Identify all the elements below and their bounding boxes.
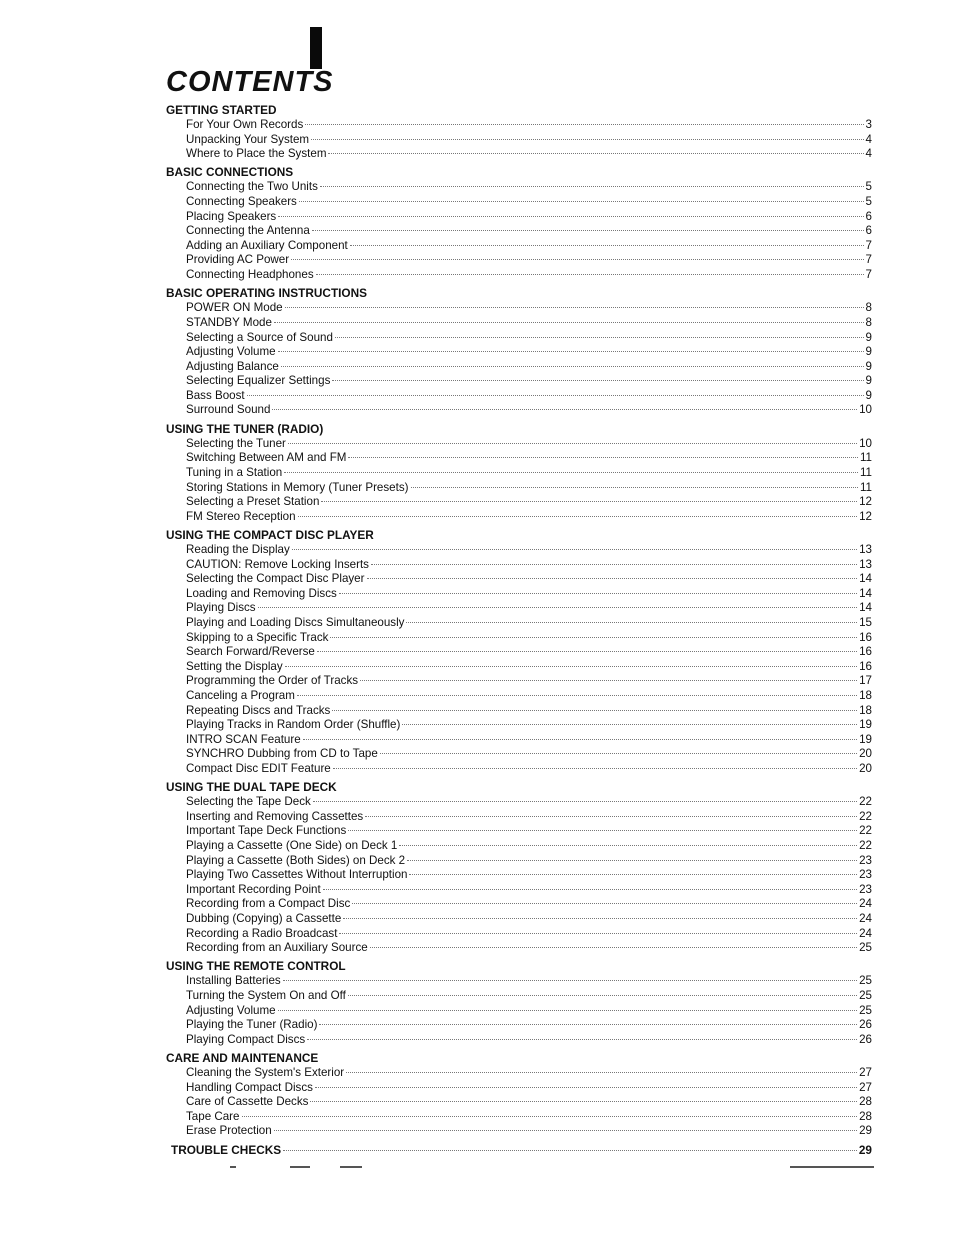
entry-page-number: 9 xyxy=(865,330,872,344)
entry-label: STANDBY Mode xyxy=(186,315,272,329)
entry-label: Tuning in a Station xyxy=(186,465,283,479)
section-title: BASIC CONNECTIONS xyxy=(166,165,294,180)
entry-page-number: 8 xyxy=(865,301,872,315)
dot-leader xyxy=(242,1116,858,1117)
toc-entry xyxy=(166,733,872,748)
entry-page-number: 16 xyxy=(859,645,872,659)
dot-leader xyxy=(258,607,858,608)
dot-leader xyxy=(292,549,857,550)
entry-label: Playing a Cassette (Both Sides) on Deck 2 xyxy=(186,853,406,867)
entry-label: TROUBLE CHECKS xyxy=(171,1142,282,1157)
dot-leader xyxy=(299,201,864,202)
toc-entry xyxy=(166,495,872,510)
entry-label: Adding an Auxiliary Component xyxy=(186,238,348,252)
toc-section xyxy=(166,528,872,777)
toc-entry xyxy=(166,1081,872,1096)
entry-label: Selecting the Compact Disc Player xyxy=(186,572,365,586)
dot-leader xyxy=(407,860,857,861)
toc-entry xyxy=(166,374,872,389)
toc-entry xyxy=(166,868,872,883)
entry-page-number: 25 xyxy=(859,1003,872,1017)
toc-entry xyxy=(166,239,872,254)
entry-page-number: 11 xyxy=(859,465,872,479)
dot-leader xyxy=(350,245,864,246)
table-of-contents xyxy=(166,103,872,1158)
dot-leader xyxy=(365,816,857,817)
dot-leader xyxy=(274,322,864,323)
entry-label: Important Tape Deck Functions xyxy=(186,824,347,838)
entry-page-number: 24 xyxy=(859,897,872,911)
entry-page-number: 6 xyxy=(865,224,872,238)
entry-label: Storing Stations in Memory (Tuner Presets) xyxy=(186,480,409,494)
toc-entry xyxy=(166,601,872,616)
entry-label: Bass Boost xyxy=(186,388,245,402)
entry-label: INTRO SCAN Feature xyxy=(186,732,301,746)
entry-label: Setting the Display xyxy=(186,659,283,673)
dot-leader xyxy=(399,845,857,846)
toc-section xyxy=(166,959,872,1047)
entry-page-number: 19 xyxy=(859,718,872,732)
toc-entry xyxy=(166,854,872,869)
entry-page-number: 4 xyxy=(865,132,872,146)
dot-leader xyxy=(360,680,857,681)
entry-page-number: 20 xyxy=(859,761,872,775)
entry-page-number: 9 xyxy=(865,388,872,402)
entry-label: For Your Own Records xyxy=(186,118,304,131)
dot-leader xyxy=(285,307,864,308)
toc-entry xyxy=(166,912,872,927)
toc-entry xyxy=(166,762,872,777)
entry-label: Recording a Radio Broadcast xyxy=(186,926,338,940)
toc-entry xyxy=(166,180,872,195)
dot-leader xyxy=(278,216,863,217)
dot-leader xyxy=(274,1130,857,1131)
entry-label: Unpacking Your System xyxy=(186,132,310,146)
entry-page-number: 25 xyxy=(859,974,872,988)
toc-section xyxy=(166,780,872,956)
dot-leader xyxy=(283,1150,857,1151)
toc-entry xyxy=(166,345,872,360)
toc-entry xyxy=(166,210,872,225)
dot-leader xyxy=(371,564,857,565)
dot-leader xyxy=(291,259,863,260)
entry-label: Connecting the Two Units xyxy=(186,180,318,194)
entry-label: Selecting the Tuner xyxy=(186,436,286,450)
dot-leader xyxy=(332,710,857,711)
dot-leader xyxy=(352,903,857,904)
toc-entry xyxy=(166,941,872,956)
dot-leader xyxy=(346,1072,857,1073)
section-title: GETTING STARTED xyxy=(166,103,277,117)
entry-page-number: 25 xyxy=(859,941,872,955)
entry-page-number: 14 xyxy=(859,601,872,615)
toc-entry xyxy=(166,389,872,404)
entry-label: Turning the System On and Off xyxy=(186,989,346,1002)
dot-leader xyxy=(332,380,863,381)
entry-page-number: 7 xyxy=(865,268,872,282)
toc-entry xyxy=(166,451,872,466)
dot-leader xyxy=(288,443,857,444)
dot-leader xyxy=(319,1024,857,1025)
section-title: USING THE TUNER (RADIO) xyxy=(166,421,324,436)
toc-entry xyxy=(166,974,872,989)
dot-leader xyxy=(380,753,857,754)
section-title: USING THE DUAL TAPE DECK xyxy=(166,780,337,795)
dot-leader xyxy=(370,947,857,948)
entry-label: Adjusting Volume xyxy=(186,345,276,359)
toc-entry xyxy=(166,466,872,481)
toc-entry-trouble-checks xyxy=(166,1143,872,1158)
entry-label: Recording from an Auxiliary Source xyxy=(186,941,368,955)
entry-label: Adjusting Volume xyxy=(186,1003,276,1017)
toc-entry xyxy=(166,645,872,660)
toc-entry xyxy=(166,543,872,558)
toc-entry xyxy=(166,674,872,689)
dot-leader xyxy=(283,980,857,981)
entry-label: Dubbing (Copying) a Cassette xyxy=(186,911,342,925)
toc-entry xyxy=(166,195,872,210)
toc-entry xyxy=(166,1018,872,1033)
entry-page-number: 26 xyxy=(859,1018,872,1032)
entry-label: Programming the Order of Tracks xyxy=(186,674,359,688)
entry-label: Placing Speakers xyxy=(186,209,277,223)
entry-label: Playing Two Cassettes Without Interruption xyxy=(186,868,408,882)
entry-page-number: 3 xyxy=(865,118,872,131)
entry-label: Installing Batteries xyxy=(186,974,281,988)
dot-leader xyxy=(284,472,858,473)
dot-leader xyxy=(339,593,857,594)
toc-entry xyxy=(166,510,872,525)
toc-section xyxy=(166,286,872,418)
entry-label: Playing and Loading Discs Simultaneously xyxy=(186,615,405,629)
entry-page-number: 8 xyxy=(865,315,872,329)
section-title: USING THE REMOTE CONTROL xyxy=(166,959,346,974)
section-title: USING THE COMPACT DISC PLAYER xyxy=(166,528,374,542)
entry-label: Connecting the Antenna xyxy=(186,224,310,238)
dot-leader xyxy=(316,274,864,275)
toc-entry xyxy=(166,558,872,573)
toc-section xyxy=(166,422,872,525)
entry-page-number: 12 xyxy=(859,495,872,509)
entry-page-number: 27 xyxy=(859,1066,872,1080)
dot-leader xyxy=(317,651,857,652)
entry-page-number: 9 xyxy=(865,345,872,359)
toc-entry xyxy=(166,360,872,375)
dot-leader xyxy=(333,768,857,769)
entry-page-number: 22 xyxy=(859,824,872,838)
toc-entry xyxy=(166,810,872,825)
toc-entry xyxy=(166,927,872,942)
toc-entry xyxy=(166,437,872,452)
entry-page-number: 22 xyxy=(859,838,872,852)
dot-leader xyxy=(307,1039,857,1040)
toc-entry xyxy=(166,704,872,719)
toc-entry xyxy=(166,689,872,704)
entry-label: Skipping to a Specific Track xyxy=(186,630,329,644)
entry-page-number: 22 xyxy=(859,809,872,823)
entry-page-number: 18 xyxy=(859,703,872,717)
entry-page-number: 25 xyxy=(859,989,872,1002)
entry-page-number: 15 xyxy=(859,615,872,629)
entry-page-number: 5 xyxy=(865,195,872,209)
section-title: BASIC OPERATING INSTRUCTIONS xyxy=(166,286,367,301)
entry-page-number: 24 xyxy=(859,911,872,925)
toc-entry xyxy=(166,718,872,733)
dot-leader xyxy=(348,995,857,996)
entry-page-number: 26 xyxy=(859,1032,872,1046)
entry-page-number: 10 xyxy=(859,436,872,450)
dot-leader xyxy=(313,801,857,802)
entry-label: CAUTION: Remove Locking Inserts xyxy=(186,557,369,571)
entry-label: Repeating Discs and Tracks xyxy=(186,703,331,717)
toc-entry xyxy=(166,839,872,854)
entry-page-number: 16 xyxy=(859,630,872,644)
toc-entry xyxy=(166,481,872,496)
toc-entry xyxy=(166,989,872,1004)
entry-label: Surround Sound xyxy=(186,403,271,417)
entry-label: SYNCHRO Dubbing from CD to Tape xyxy=(186,747,378,761)
entry-label: Important Recording Point xyxy=(186,882,321,896)
entry-label: POWER ON Mode xyxy=(186,301,283,315)
toc-entry xyxy=(166,1095,872,1110)
entry-page-number: 9 xyxy=(865,359,872,373)
dot-leader xyxy=(321,501,857,502)
toc-entry xyxy=(166,133,872,148)
entry-page-number: 18 xyxy=(859,688,872,702)
toc-entry xyxy=(166,301,872,316)
entry-page-number: 27 xyxy=(859,1080,872,1094)
entry-page-number: 9 xyxy=(865,374,872,388)
entry-label: Care of Cassette Decks xyxy=(186,1095,309,1109)
dot-leader xyxy=(315,1087,857,1088)
section-title: CARE AND MAINTENANCE xyxy=(166,1051,319,1066)
toc-entry xyxy=(166,883,872,898)
entry-page-number: 16 xyxy=(859,659,872,673)
header-bar xyxy=(310,27,322,69)
toc-entry xyxy=(166,1004,872,1019)
entry-page-number: 5 xyxy=(865,180,872,194)
entry-page-number: 24 xyxy=(859,926,872,940)
dot-leader xyxy=(310,1101,857,1102)
toc-section xyxy=(166,103,872,162)
entry-label: Loading and Removing Discs xyxy=(186,586,337,600)
toc-entry xyxy=(166,224,872,239)
toc-entry xyxy=(166,897,872,912)
dot-leader xyxy=(339,933,857,934)
entry-page-number: 11 xyxy=(859,480,872,494)
entry-page-number: 23 xyxy=(859,853,872,867)
dot-leader xyxy=(312,230,864,231)
entry-page-number: 12 xyxy=(859,509,872,523)
dot-leader xyxy=(409,874,857,875)
dot-leader xyxy=(320,186,864,187)
entry-page-number: 14 xyxy=(859,586,872,600)
dot-leader xyxy=(367,578,858,579)
entry-label: Selecting a Source of Sound xyxy=(186,330,333,344)
footer-marks xyxy=(0,1166,954,1170)
toc-entry xyxy=(166,660,872,675)
entry-page-number: 23 xyxy=(859,882,872,896)
dot-leader xyxy=(272,409,857,410)
entry-label: Selecting the Tape Deck xyxy=(186,795,311,809)
dot-leader xyxy=(305,124,863,125)
dot-leader xyxy=(411,487,858,488)
toc-entry xyxy=(166,268,872,283)
entry-page-number: 23 xyxy=(859,868,872,882)
dot-leader xyxy=(330,637,857,638)
dot-leader xyxy=(343,918,857,919)
entry-label: Inserting and Removing Cassettes xyxy=(186,809,364,823)
entry-label: Canceling a Program xyxy=(186,688,295,702)
entry-page-number: 4 xyxy=(865,147,872,161)
toc-entry xyxy=(166,631,872,646)
entry-page-number: 29 xyxy=(859,1124,872,1138)
entry-label: Handling Compact Discs xyxy=(186,1080,313,1094)
dot-leader xyxy=(348,457,857,458)
entry-page-number: 7 xyxy=(865,238,872,252)
dot-leader xyxy=(311,139,863,140)
entry-page-number: 13 xyxy=(859,557,872,571)
dot-leader xyxy=(406,622,857,623)
entry-label: Adjusting Balance xyxy=(186,359,279,373)
entry-label: Providing AC Power xyxy=(186,253,290,267)
toc-entry xyxy=(166,1110,872,1125)
entry-page-number: 20 xyxy=(859,747,872,761)
toc-entry xyxy=(166,1033,872,1048)
entry-label: Erase Protection xyxy=(186,1124,272,1138)
entry-label: Tape Care xyxy=(186,1109,240,1123)
entry-label: Selecting Equalizer Settings xyxy=(186,374,331,388)
entry-page-number: 6 xyxy=(865,209,872,223)
toc-entry xyxy=(166,316,872,331)
entry-label: Connecting Speakers xyxy=(186,195,297,209)
toc-section xyxy=(166,1051,872,1139)
entry-page-number: 28 xyxy=(859,1095,872,1109)
entry-label: Search Forward/Reverse xyxy=(186,645,315,659)
dot-leader xyxy=(285,666,857,667)
dot-leader xyxy=(278,351,864,352)
toc-section xyxy=(166,165,872,282)
entry-label: Selecting a Preset Station xyxy=(186,495,320,509)
toc-entry xyxy=(166,403,872,418)
entry-label: Playing the Tuner (Radio) xyxy=(186,1018,318,1032)
dot-leader xyxy=(297,695,857,696)
entry-page-number: 13 xyxy=(859,543,872,556)
toc-entry xyxy=(166,616,872,631)
dot-leader xyxy=(298,516,858,517)
entry-label: Where to Place the System xyxy=(186,147,327,161)
entry-label: Reading the Display xyxy=(186,543,290,556)
dot-leader xyxy=(323,889,857,890)
entry-page-number: 28 xyxy=(859,1109,872,1123)
page-title: CONTENTS xyxy=(166,66,334,98)
entry-page-number: 7 xyxy=(865,253,872,267)
dot-leader xyxy=(402,724,857,725)
entry-page-number: 22 xyxy=(859,795,872,809)
entry-page-number: 11 xyxy=(859,451,872,465)
entry-label: Playing Discs xyxy=(186,601,256,615)
entry-label: Switching Between AM and FM xyxy=(186,451,347,465)
entry-label: Playing Tracks in Random Order (Shuffle) xyxy=(186,718,401,732)
entry-page-number: 14 xyxy=(859,572,872,586)
toc-entry xyxy=(166,331,872,346)
entry-label: Recording from a Compact Disc xyxy=(186,897,351,911)
toc-entry xyxy=(166,795,872,810)
dot-leader xyxy=(303,739,857,740)
dot-leader xyxy=(278,1010,858,1011)
entry-page-number: 29 xyxy=(858,1142,872,1157)
entry-label: Cleaning the System's Exterior xyxy=(186,1066,345,1080)
toc-entry xyxy=(166,118,872,133)
dot-leader xyxy=(328,153,863,154)
entry-label: Compact Disc EDIT Feature xyxy=(186,761,331,775)
entry-label: Connecting Headphones xyxy=(186,268,314,282)
dot-leader xyxy=(281,366,864,367)
dot-leader xyxy=(247,395,864,396)
toc-entry xyxy=(166,587,872,602)
toc-entry xyxy=(166,824,872,839)
dot-leader xyxy=(348,830,857,831)
toc-entry xyxy=(166,147,872,162)
entry-label: Playing a Cassette (One Side) on Deck 1 xyxy=(186,838,398,852)
entry-page-number: 17 xyxy=(859,674,872,688)
toc-entry xyxy=(166,572,872,587)
entry-page-number: 10 xyxy=(859,403,872,417)
entry-label: Playing Compact Discs xyxy=(186,1032,306,1046)
toc-entry xyxy=(166,1124,872,1139)
toc-entry xyxy=(166,747,872,762)
toc-entry xyxy=(166,253,872,268)
entry-page-number: 19 xyxy=(859,732,872,746)
dot-leader xyxy=(335,337,864,338)
entry-label: FM Stereo Reception xyxy=(186,509,296,523)
toc-entry xyxy=(166,1066,872,1081)
